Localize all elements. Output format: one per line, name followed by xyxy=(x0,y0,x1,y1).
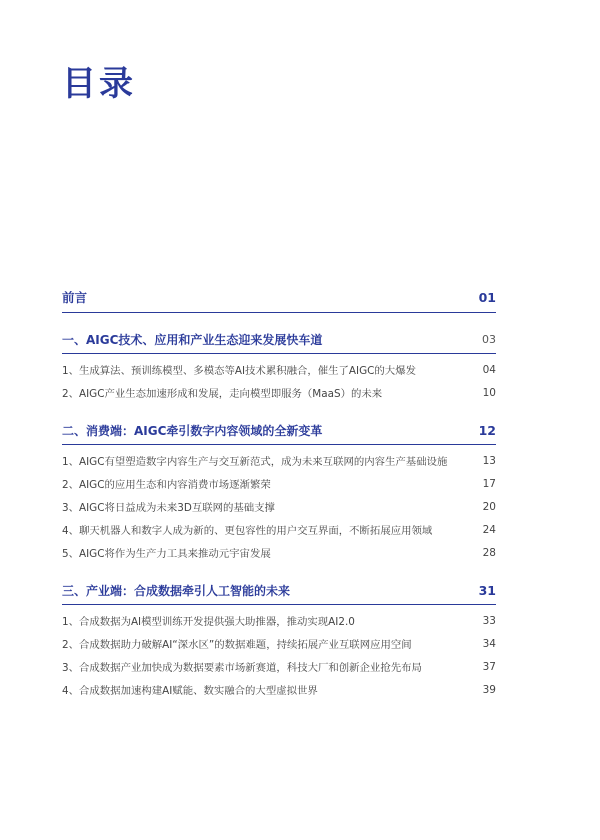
toc-item[interactable] xyxy=(62,609,496,632)
page-title: 目录 xyxy=(62,64,136,104)
table-of-contents xyxy=(62,286,496,701)
toc-item[interactable] xyxy=(62,541,496,564)
toc-section-1 xyxy=(62,327,496,404)
toc-item[interactable] xyxy=(62,518,496,541)
toc-item-label: 1、合成数据为AI模型训练开发提供强大助推器，推动实现AI2.0 xyxy=(62,616,355,628)
toc-item-page: 28 xyxy=(482,546,496,559)
toc-item-page: 39 xyxy=(482,683,496,696)
toc-item-label: 2、AIGC的应用生态和内容消费市场逐渐繁荣 xyxy=(62,479,271,491)
toc-section-label: 二、消费端：AIGC牵引数字内容领域的全新变革 xyxy=(62,423,323,438)
toc-item-page: 37 xyxy=(482,660,496,673)
toc-section-label: 三、产业端：合成数据牵引人工智能的未来 xyxy=(62,583,291,598)
toc-section-heading[interactable] xyxy=(62,327,496,351)
toc-item-page: 33 xyxy=(482,614,496,627)
toc-item-label: 3、AIGC将日益成为未来3D互联网的基础支撑 xyxy=(62,502,275,514)
toc-preface-label: 前言 xyxy=(62,290,88,305)
toc-item[interactable] xyxy=(62,381,496,404)
toc-item-page: 13 xyxy=(482,454,496,467)
toc-preface[interactable] xyxy=(62,286,496,308)
toc-section-label: 一、AIGC技术、应用和产业生态迎来发展快车道 xyxy=(62,332,323,347)
divider xyxy=(62,353,496,354)
toc-item[interactable] xyxy=(62,495,496,518)
toc-item-page: 04 xyxy=(482,363,496,376)
toc-item-page: 20 xyxy=(482,500,496,513)
toc-section-page: 12 xyxy=(478,422,496,438)
toc-item[interactable] xyxy=(62,678,496,701)
toc-item[interactable] xyxy=(62,358,496,381)
toc-item[interactable] xyxy=(62,449,496,472)
toc-item-label: 4、聊天机器人和数字人成为新的、更包容性的用户交互界面，不断拓展应用领域 xyxy=(62,525,433,537)
toc-section-heading[interactable] xyxy=(62,578,496,602)
toc-section-page: 31 xyxy=(478,582,496,598)
toc-item-label: 2、AIGC产业生态加速形成和发展，走向模型即服务（MaaS）的未来 xyxy=(62,388,383,400)
toc-item-page: 17 xyxy=(482,477,496,490)
toc-section-heading[interactable] xyxy=(62,418,496,442)
toc-section-2 xyxy=(62,418,496,564)
toc-section-page: 03 xyxy=(482,332,496,346)
toc-item-label: 1、生成算法、预训练模型、多模态等AI技术累积融合，催生了AIGC的大爆发 xyxy=(62,365,416,377)
divider xyxy=(62,604,496,605)
toc-item-label: 1、AIGC有望塑造数字内容生产与交互新范式，成为未来互联网的内容生产基础设施 xyxy=(62,456,448,468)
toc-section-3 xyxy=(62,578,496,701)
divider xyxy=(62,444,496,445)
toc-item[interactable] xyxy=(62,632,496,655)
toc-item-label: 4、合成数据加速构建AI赋能、数实融合的大型虚拟世界 xyxy=(62,685,318,697)
toc-item-page: 24 xyxy=(482,523,496,536)
toc-item[interactable] xyxy=(62,655,496,678)
toc-item-label: 5、AIGC将作为生产力工具来推动元宇宙发展 xyxy=(62,548,271,560)
toc-item-page: 34 xyxy=(482,637,496,650)
toc-item-label: 2、合成数据助力破解AI“深水区”的数据难题，持续拓展产业互联网应用空间 xyxy=(62,639,412,651)
toc-item-page: 10 xyxy=(482,386,496,399)
toc-item[interactable] xyxy=(62,472,496,495)
toc-item-label: 3、合成数据产业加快成为数据要素市场新赛道，科技大厂和创新企业抢先布局 xyxy=(62,662,422,674)
toc-preface-page: 01 xyxy=(478,289,496,305)
divider xyxy=(62,312,496,313)
